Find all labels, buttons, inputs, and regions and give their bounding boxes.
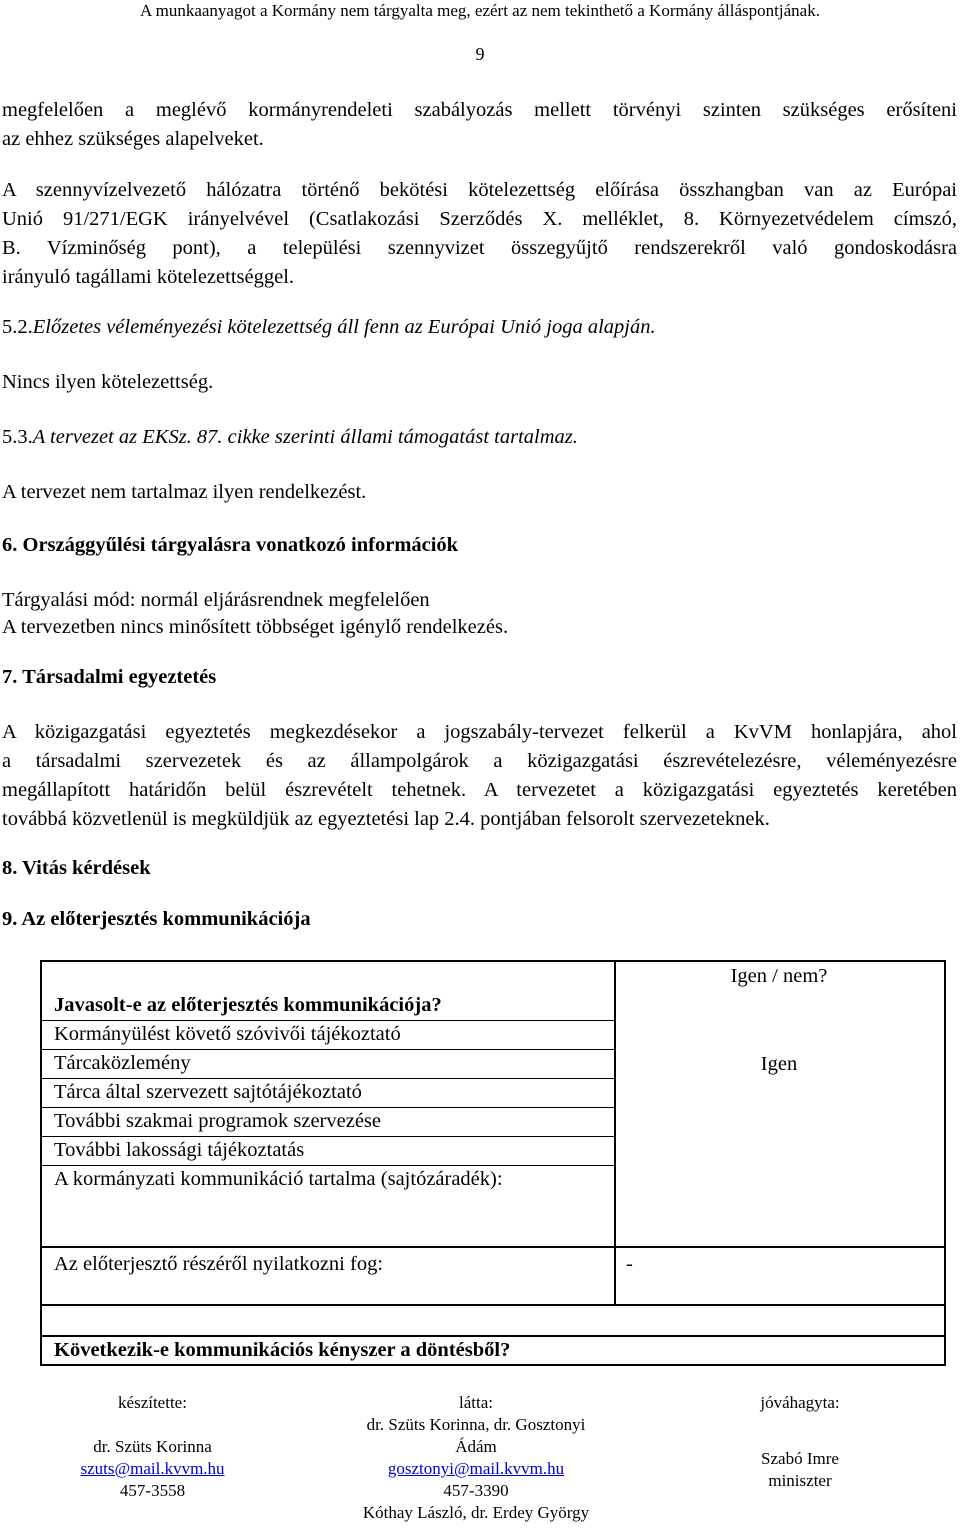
paragraph-line: irányuló tagállami kötelezettséggel. — [2, 266, 295, 288]
section-5-3-text: A tervezet nem tartalmaz ilyen rendelkezést. — [2, 481, 367, 503]
paragraph-line: B. Vízminőség pont), a települési szennyvizet összegyűjtő rendszerekről való gondoskodásra — [2, 237, 957, 259]
paragraph-line: A szennyvízelvezető hálózatra történő bekötési kötelezettség előírása összhangban van az Európai — [2, 179, 957, 201]
section-5-3-heading — [2, 423, 578, 452]
signature-label: jóváhagyta: — [760, 1393, 840, 1412]
comm-option: Tárcaközlemény — [54, 1052, 191, 1074]
page-number: 9 — [475, 44, 485, 64]
signature-prepared — [40, 1392, 265, 1502]
email-link[interactable]: szuts@mail.kvvm.hu — [80, 1459, 225, 1478]
comm-speaker-label: Az előterjesztő részéről nyilatkozni fog: — [54, 1253, 384, 1275]
paragraph-line: A közigazgatási egyeztetés megkezdésekor a jogszabály-tervezet felkerül a KvVM honlapjára, ahol — [2, 721, 957, 743]
signature-name: dr. Szüts Korinna, dr. Gosztonyi — [366, 1415, 586, 1434]
section-title: A tervezet az EKSz. 87. cikke szerinti állami támogatást tartalmaz. — [32, 426, 578, 448]
section-number: 5.2. — [2, 316, 33, 338]
signature-name: dr. Szüts Korinna — [93, 1437, 212, 1456]
paragraph-line: megfelelően a meglévő kormányrendeleti szabályozás mellett törvényi szinten szükséges erősíteni — [2, 99, 957, 121]
comm-option: Tárca által szervezett sajtótájékoztató — [54, 1081, 362, 1103]
header-notice: A munkaanyagot a Kormány nem tárgyalta meg, ezért az nem tekinthető a Kormány álláspontjának. — [140, 1, 820, 20]
section-6-title: 6. Országgyűlési tárgyalásra vonatkozó információk — [2, 534, 459, 556]
signature-name: Szabó Imre — [761, 1449, 839, 1468]
comm-option: További lakossági tájékoztatás — [54, 1139, 305, 1161]
signature-extra: Kóthay László, dr. Erdey György — [362, 1503, 590, 1522]
section-8-title: 8. Vitás kérdések — [2, 857, 151, 879]
comm-option: További szakmai programok szervezése — [54, 1110, 381, 1132]
comm-column-header: Igen / nem? — [730, 965, 828, 987]
section-5-2-heading — [2, 313, 656, 342]
signature-phone: 457-3558 — [119, 1481, 186, 1500]
paragraph-line: a társadalmi szervezetek és az állampolgárok a közigazgatási észrevételezésre, véleményezésre — [2, 750, 957, 772]
section-7-paragraph — [2, 718, 957, 834]
section-5-2-text: Nincs ilyen kötelezettség. — [2, 371, 214, 393]
paragraph-2 — [2, 176, 957, 292]
paragraph-line: az ehhez szükséges alapelveket. — [2, 128, 264, 150]
signature-seen — [320, 1392, 632, 1524]
section-6-line-1: Tárgyalási mód: normál eljárásrendnek megfelelően — [2, 589, 430, 611]
section-9-title: 9. Az előterjesztés kommunikációja — [2, 908, 311, 930]
section-title: Előzetes véleményezési kötelezettség áll fenn az Európai Unió joga alapján. — [32, 316, 656, 338]
email-link[interactable]: gosztonyi@mail.kvvm.hu — [387, 1459, 565, 1478]
comm-question: Javasolt-e az előterjesztés kommunikációja? — [54, 994, 442, 1016]
paragraph-line: továbbá közvetlenül is megküldjük az egyeztetési lap 2.4. pontjában felsorolt szervezeteknek. — [2, 808, 770, 830]
signature-phone: 457-3390 — [443, 1481, 509, 1500]
comm-content-label: A kormányzati kommunikáció tartalma (sajtózáradék): — [54, 1168, 503, 1190]
paragraph-line: Unió 91/271/EGK irányelvével (Csatlakozási Szerződés X. melléklet, 8. Környezetvédelem címszó, — [2, 208, 957, 230]
signature-approved — [700, 1392, 900, 1492]
signature-name: Ádám — [455, 1437, 497, 1456]
comm-option: Kormányülést követő szóvivői tájékoztató — [54, 1023, 401, 1045]
comm-speaker-value: - — [626, 1253, 633, 1275]
signature-label: készítette: — [118, 1393, 187, 1412]
paragraph-line: megállapított határidőn belül észrevételt tehetnek. A tervezetet a közigazgatási egyeztetés keretében — [2, 779, 957, 801]
comm-pressure-label: Következik-e kommunikációs kényszer a döntésből? — [54, 1339, 511, 1361]
comm-answer: Igen — [760, 1053, 798, 1075]
section-7-title: 7. Társadalmi egyeztetés — [2, 666, 217, 688]
section-number: 5.3. — [2, 426, 33, 448]
paragraph-1 — [2, 96, 957, 154]
signature-label: látta: — [459, 1393, 493, 1412]
section-6-line-2: A tervezetben nincs minősített többséget igénylő rendelkezés. — [2, 616, 509, 638]
signature-title: miniszter — [768, 1471, 832, 1490]
